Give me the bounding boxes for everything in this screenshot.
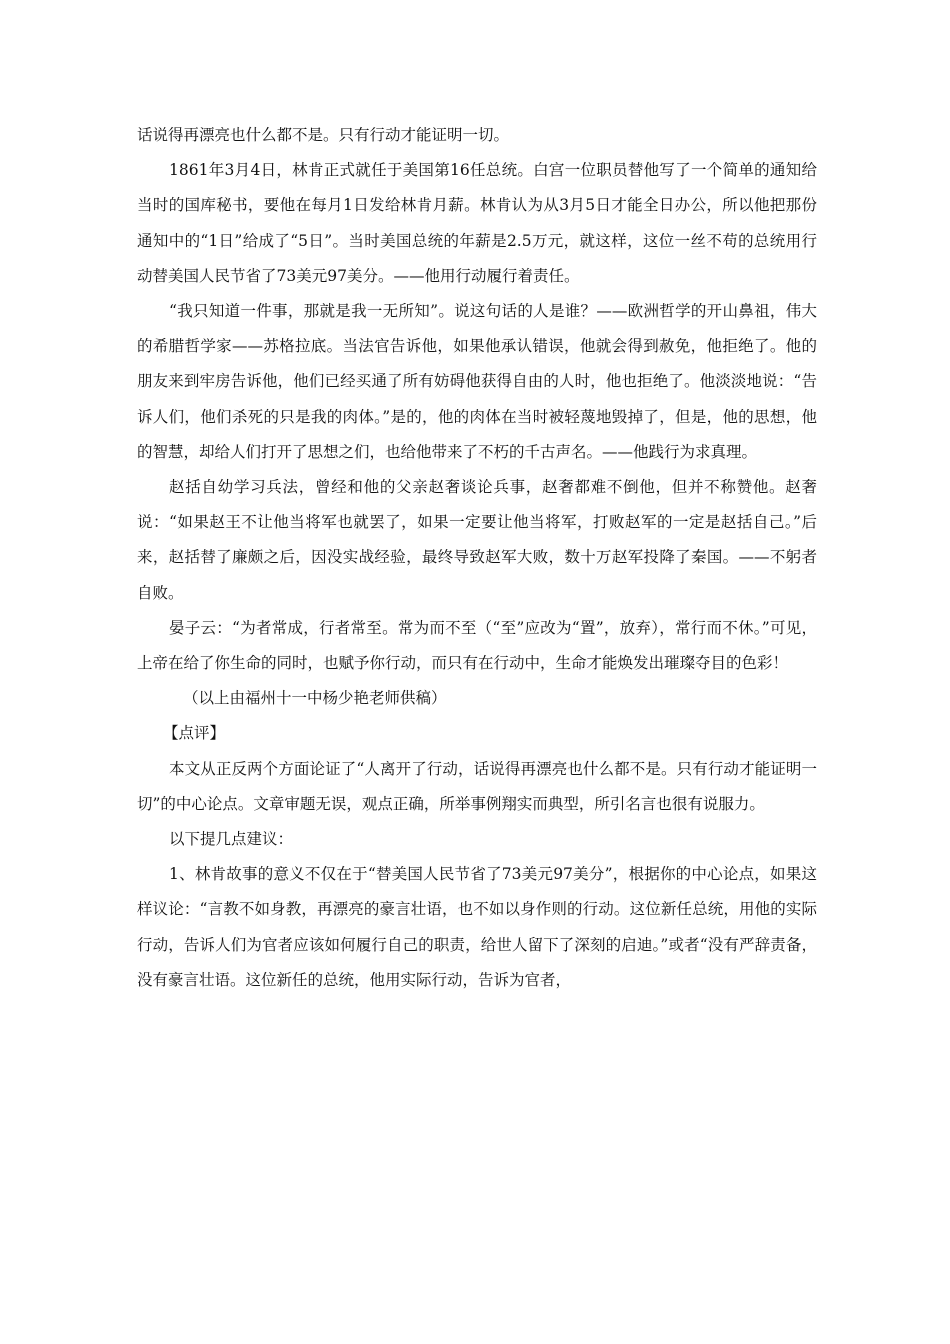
paragraph-socrates: “我只知道一件事，那就是我一无所知”。说这句话的人是谁？——欧洲哲学的开山鼻祖，伟大的希腊哲学家——苏格拉底。当法官告诉他，如果他承认错误，他就会得到赦免，他拒绝了。他的朋友来到牢房告诉他，他们已经买通了所有妨碍他获得自由的人时，他也拒绝了。他淡淡地说：“告诉人们，他们杀死的只是我的肉体。”是的，他的肉体在当时被轻蔑地毁掉了，但是，他的思想，他的智慧，却给人们打开了思想之们，也给他带来了不朽的千古声名。——他践行为求真理。 [137, 302, 817, 461]
paragraph-yanzi: 晏子云：“为者常成，行者常至。常为而不至（“至”应改为“置”，放弃），常行而不休。”可见，上帝在给了你生命的同时，也赋予你行动，而只有在行动中，生命才能焕发出璀璨夺目的色彩！ [137, 618, 817, 673]
document-page [137, 118, 817, 998]
contributor-credit: （以上由福州十一中杨少艳老师供稿） [183, 689, 447, 708]
commentary-heading: 【点评】 [163, 724, 226, 743]
paragraph-zhao-kuo: 赵括自幼学习兵法，曾经和他的父亲赵奢谈论兵事，赵奢都难不倒他，但并不称赞他。赵奢说：“如果赵王不让他当将军也就罢了，如果一定要让他当将军，打败赵军的一定是赵括自己。”后来，赵括替了廉颇之后，因没实战经验，最终导致赵军大败，数十万赵军投降了秦国。——不躬者自败。 [137, 478, 817, 602]
paragraph-continuation: 话说得再漂亮也什么都不是。只有行动才能证明一切。 [137, 126, 510, 144]
commentary-summary: 本文从正反两个方面论证了“人离开了行动，话说得再漂亮也什么都不是。只有行动才能证明一切”的中心论点。文章审题无误，观点正确，所举事例翔实而典型，所引名言也很有说服力。 [137, 759, 817, 813]
suggestion-1: 1、林肯故事的意义不仅在于“替美国人民节省了73美元97美分”，根据你的中心论点，如果这样议论：“言教不如身教，再漂亮的豪言壮语，也不如以身作则的行动。这位新任总统，用他的实际行动，告诉人们为官者应该如何履行自己的职责，给世人留下了深刻的启迪。”或者“没有严辞责备，没有豪言壮语。这位新任的总统，他用实际行动，告诉为官者， [137, 865, 817, 989]
paragraph-lincoln: 1861年3月4日，林肯正式就任于美国第16任总统。白宫一位职员替他写了一个简单的通知给当时的国库秘书，要他在每月1日发给林肯月薪。林肯认为从3月5日才能全日办公，所以他把那份通知中的“1日”给成了“5日”。当时美国总统的年薪是2.5万元，就这样，这位一丝不苟的总统用行动替美国人民节省了73美元97美分。——他用行动履行着责任。 [137, 161, 817, 285]
suggestions-intro: 以下提几点建议： [169, 830, 294, 849]
